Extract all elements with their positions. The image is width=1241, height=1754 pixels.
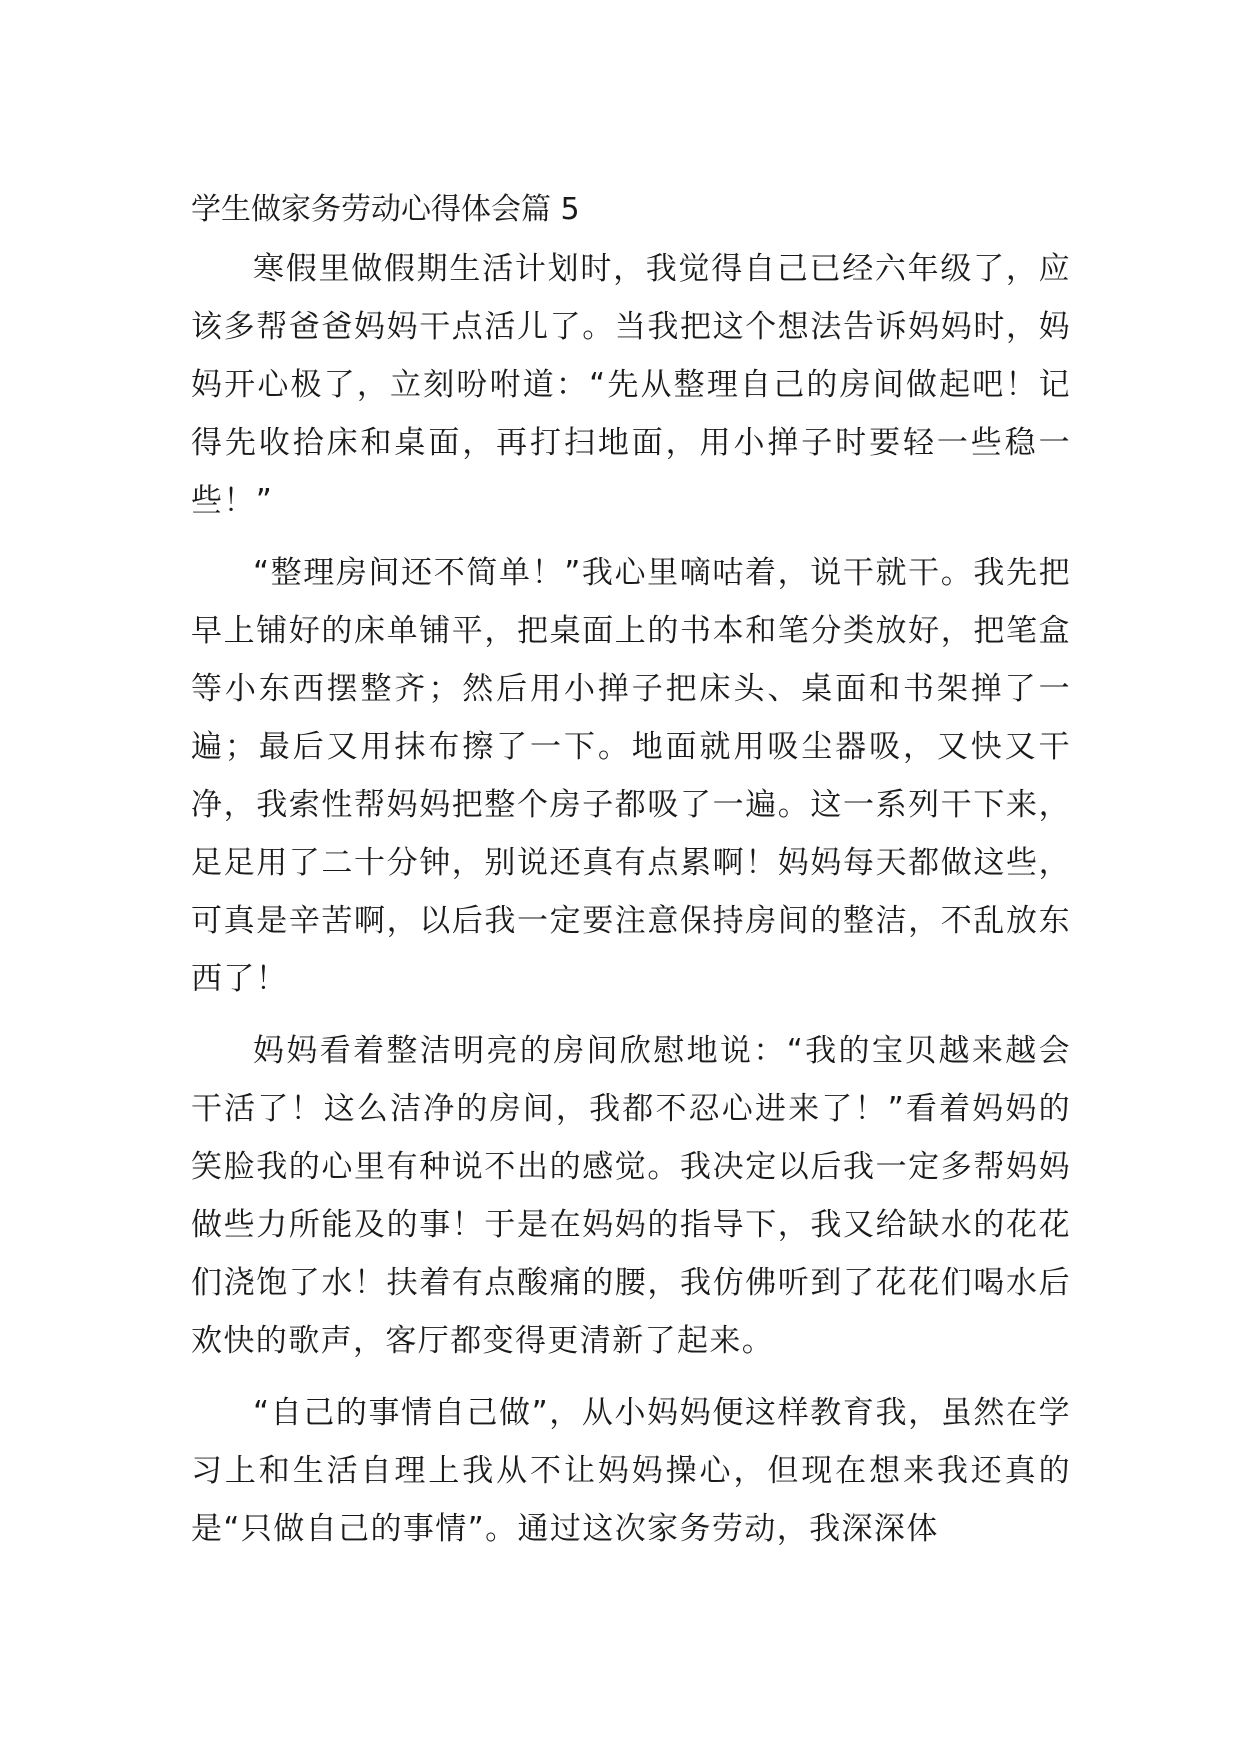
document-body — [191, 190, 1071, 1558]
paragraph-1: 寒假里做假期生活计划时，我觉得自己已经六年级了，应该多帮爸爸妈妈干点活儿了。当我把这个想法告诉妈妈时，妈妈开心极了，立刻吩咐道：“先从整理自己的房间做起吧！记得先收拾床和桌面，再打扫地面，用小掸子时要轻一些稳一些！” — [191, 251, 1071, 519]
paragraph-4: “自己的事情自己做”，从小妈妈便这样教育我，虽然在学习上和生活自理上我从不让妈妈操心，但现在想来我还真的是“只做自己的事情”。通过这次家务劳动，我深深体 — [191, 1395, 1071, 1547]
document-title: 学生做家务劳动心得体会篇 5 — [191, 192, 580, 227]
paragraph-2: “整理房间还不简单！”我心里嘀咕着，说干就干。我先把早上铺好的床单铺平，把桌面上的书本和笔分类放好，把笔盒等小东西摆整齐；然后用小掸子把床头、桌面和书架掸了一遍；最后又用抹布擦了一下。地面就用吸尘器吸，又快又干净，我索性帮妈妈把整个房子都吸了一遍。这一系列干下来，足足用了二十分钟，别说还真有点累啊！妈妈每天都做这些，可真是辛苦啊，以后我一定要注意保持房间的整洁，不乱放东西了！ — [191, 555, 1071, 997]
paragraph-3: 妈妈看着整洁明亮的房间欣慰地说：“我的宝贝越来越会干活了！这么洁净的房间，我都不忍心进来了！”看着妈妈的笑脸我的心里有种说不出的感觉。我决定以后我一定多帮妈妈做些力所能及的事！于是在妈妈的指导下，我又给缺水的花花们浇饱了水！扶着有点酸痛的腰，我仿佛听到了花花们喝水后欢快的歌声，客厅都变得更清新了起来。 — [191, 1033, 1071, 1359]
